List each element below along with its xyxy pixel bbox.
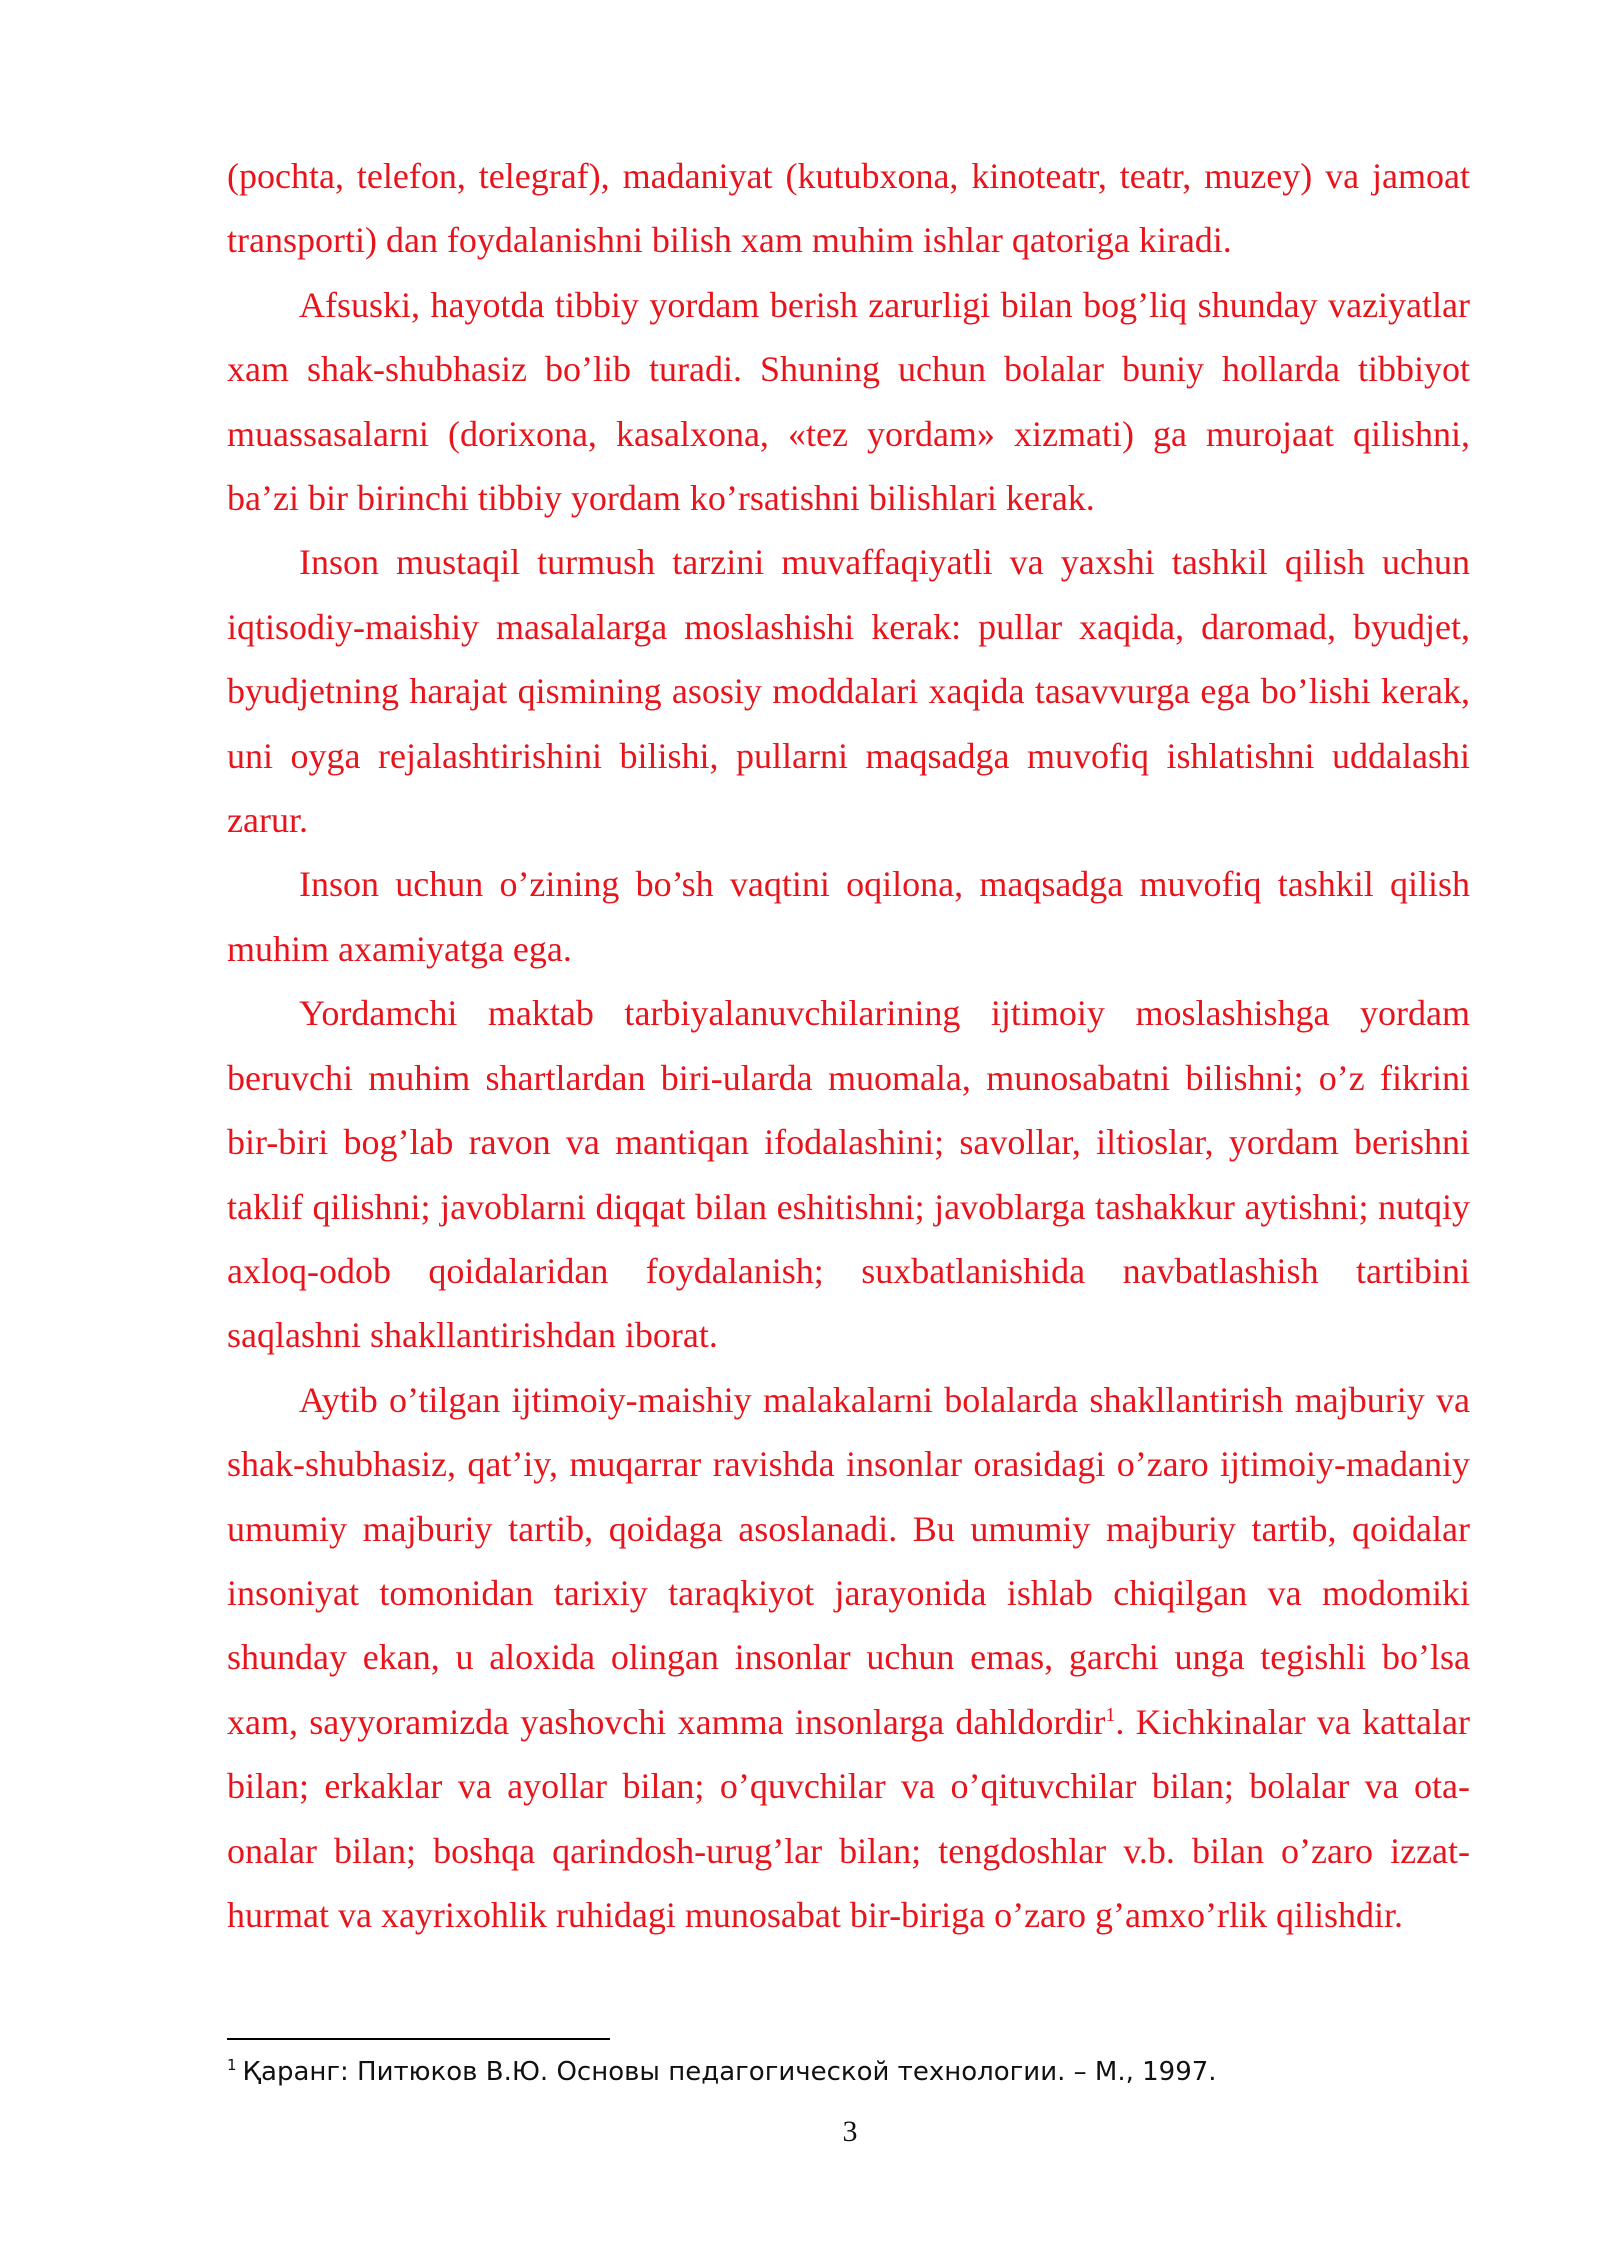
paragraph-3: Inson mustaqil turmush tarzini muvaffaqiyatli va yaxshi tashkil qilish uchun iqtisodiy-maishiy masalalarga moslashishi kerak: pullar xaqida, daromad, byudjet, byudjetning harajat qismining asosiy moddalari xaqida tasavvurga ega bo’lishi kerak, uni oyga rejalashtirishini bilishi, pullarni maqsadga muvofiq ishlatishni uddalashi zarur. [227, 542, 1470, 841]
body-text [227, 144, 1470, 1947]
footnote [227, 2054, 1470, 2090]
footnote-reference[interactable]: 1 [1105, 1703, 1116, 1726]
paragraph-6 [227, 1368, 1470, 1948]
paragraph-1: (pochta, telefon, telegraf), madaniyat (kutubxona, kinoteatr, teatr, muzey) va jamoat transporti) dan foydalanishni bilish xam muhim ishlar qatoriga kiradi. [227, 156, 1470, 261]
footnote-separator [227, 2038, 610, 2040]
footnote-text: Қаранг: Питюков В.Ю. Основы педагогической технологии. – М., 1997. [242, 2057, 1217, 2087]
paragraph-4: Inson uchun o’zining bo’sh vaqtini oqilona, maqsadga muvofiq tashkil qilish muhim axamiyatga ega. [227, 864, 1470, 969]
paragraph-6-text-before-ref: Aytib o’tilgan ijtimoiy-maishiy malakalarni bolalarda shakllantirish majburiy va shak-shubhasiz, qat’iy, muqarrar ravishda insonlar orasidagi o’zaro ijtimoiy-madaniy umumiy majburiy tartib, qoidaga asoslanadi. Bu umumiy majburiy tartib, qoidalar insoniyat tomonidan tarixiy taraqkiyot jarayonida ishlab chiqilgan va modomiki shunday ekan, u aloxida olingan insonlar uchun emas, garchi unga tegishli bo’lsa xam, sayyoramizda yashovchi xamma insonlarga dahldordir [227, 1379, 1470, 1742]
paragraph-5: Yordamchi maktab tarbiyalanuvchilarining ijtimoiy moslashishga yordam beruvchi muhim shartlardan biri-ularda muomala, munosabatni bilishni; o’z fikrini bir-biri bog’lab ravon va mantiqan ifodalashini; savollar, iltioslar, yordam berishni taklif qilishni; javoblarni diqqat bilan eshitishni; javoblarga tashakkur aytishni; nutqiy axloq-odob qoidalaridan foydalanish; suxbatlanishida navbatlashish tartibini saqlashni shakllantirishdan iborat. [227, 993, 1470, 1356]
paragraph-2: Afsuski, hayotda tibbiy yordam berish zarurligi bilan bog’liq shunday vaziyatlar xam shak-shubhasiz bo’lib turadi. Shuning uchun bolalar buniy hollarda tibbiyot muassasalarni (dorixona, kasalxona, «tez yordam» xizmati) ga murojaat qilishni, ba’zi bir birinchi tibbiy yordam ko’rsatishni bilishlari kerak. [227, 284, 1470, 519]
page-number: 3 [842, 2115, 858, 2148]
paragraph-6-text-after-ref: . Kichkinalar va kattalar bilan; erkaklar va ayollar bilan; o’quvchilar va o’qituvchilar bilan; bolalar va ota-onalar bilan; boshqa qarindosh-urug’lar bilan; tengdoshlar v.b. bilan o’zaro izzat-hurmat va xayrixohlik ruhidagi munosabat bir-biriga o’zaro g’amxo’rlik qilishdir. [227, 1701, 1470, 1935]
footnote-marker: 1 [227, 2056, 237, 2075]
